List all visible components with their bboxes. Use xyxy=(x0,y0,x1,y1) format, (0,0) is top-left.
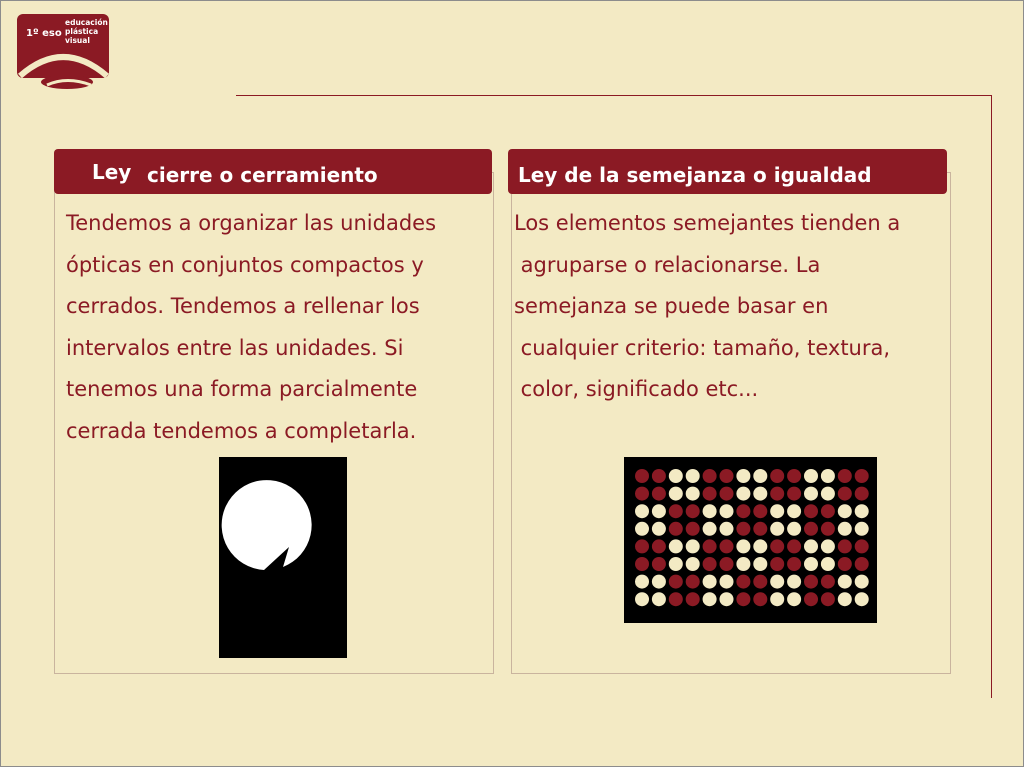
dot xyxy=(838,575,852,589)
closure-title-word: Ley xyxy=(92,160,132,184)
logo-subject-line: visual xyxy=(65,36,90,45)
right-divider xyxy=(991,95,992,698)
dot xyxy=(753,469,767,483)
text-line: cualquier criterio: tamaño, textura, xyxy=(514,335,891,360)
dot xyxy=(855,487,869,501)
incomplete-circle xyxy=(222,480,312,570)
similarity-title-bar xyxy=(508,149,947,194)
dot xyxy=(855,575,869,589)
dot xyxy=(736,504,750,518)
dot xyxy=(838,487,852,501)
dot xyxy=(652,487,666,501)
dot xyxy=(753,522,767,536)
dot xyxy=(720,575,734,589)
dot xyxy=(787,592,801,606)
similarity-dot-grid xyxy=(624,457,877,623)
dot xyxy=(821,539,835,553)
dot xyxy=(770,539,784,553)
dot xyxy=(686,522,700,536)
dot xyxy=(804,557,818,571)
dot xyxy=(770,469,784,483)
dot xyxy=(753,487,767,501)
dot xyxy=(787,522,801,536)
dot xyxy=(821,469,835,483)
logo-grade: 1º eso xyxy=(26,28,62,39)
dot xyxy=(838,539,852,553)
dot xyxy=(821,487,835,501)
dot xyxy=(669,522,683,536)
dot xyxy=(736,592,750,606)
dot xyxy=(753,592,767,606)
dot xyxy=(821,575,835,589)
dot xyxy=(652,575,666,589)
dot xyxy=(635,504,649,518)
dot xyxy=(736,469,750,483)
dot xyxy=(652,504,666,518)
dot xyxy=(770,557,784,571)
dot xyxy=(736,522,750,536)
dot xyxy=(635,522,649,536)
dot xyxy=(787,504,801,518)
text-line: cerrada tendemos a completarla. xyxy=(66,418,417,443)
dot xyxy=(838,557,852,571)
dot xyxy=(736,487,750,501)
dot xyxy=(652,469,666,483)
dot xyxy=(787,575,801,589)
dot xyxy=(838,522,852,536)
dot xyxy=(703,487,717,501)
dot xyxy=(804,522,818,536)
dot xyxy=(720,522,734,536)
dot xyxy=(652,592,666,606)
dot xyxy=(821,522,835,536)
text-line: tenemos una forma parcialmente xyxy=(66,377,418,401)
dot xyxy=(703,557,717,571)
dot xyxy=(804,469,818,483)
dot xyxy=(787,487,801,501)
dot xyxy=(635,469,649,483)
dot xyxy=(703,539,717,553)
dot xyxy=(736,539,750,553)
text-line: semejanza se puede basar en xyxy=(514,294,829,318)
text-line: agruparse o relacionarse. La xyxy=(514,252,821,277)
logo-subject-line: educación xyxy=(65,18,108,27)
logo-subject-line: plástica xyxy=(65,27,99,36)
text-line: ópticas en conjuntos compactos y xyxy=(66,252,424,277)
dot xyxy=(686,539,700,553)
dot xyxy=(720,592,734,606)
dot xyxy=(855,592,869,606)
dot xyxy=(821,557,835,571)
dot xyxy=(652,539,666,553)
closure-illustration xyxy=(219,457,347,658)
dot xyxy=(635,592,649,606)
dot xyxy=(720,469,734,483)
dot xyxy=(652,557,666,571)
dot xyxy=(635,557,649,571)
dot xyxy=(703,522,717,536)
dot xyxy=(686,469,700,483)
dot xyxy=(753,575,767,589)
dot xyxy=(855,504,869,518)
dot xyxy=(686,557,700,571)
dot xyxy=(720,539,734,553)
dot xyxy=(804,487,818,501)
dot xyxy=(821,592,835,606)
dot xyxy=(703,504,717,518)
dot xyxy=(855,522,869,536)
dot xyxy=(838,504,852,518)
similarity-title: Ley de la semejanza o igualdad xyxy=(518,163,872,187)
dot xyxy=(804,592,818,606)
dot xyxy=(720,557,734,571)
dot xyxy=(787,469,801,483)
dot xyxy=(635,539,649,553)
dot xyxy=(635,575,649,589)
dot xyxy=(838,469,852,483)
dot xyxy=(703,469,717,483)
dot xyxy=(804,539,818,553)
dot xyxy=(669,539,683,553)
dot xyxy=(770,592,784,606)
dot xyxy=(669,592,683,606)
closure-title: cierre o cerramiento xyxy=(147,163,378,187)
dot xyxy=(635,487,649,501)
dot xyxy=(855,469,869,483)
dot xyxy=(652,522,666,536)
dot xyxy=(770,487,784,501)
top-divider xyxy=(236,95,992,96)
dot xyxy=(686,487,700,501)
dot xyxy=(804,504,818,518)
text-line: cerrados. Tendemos a rellenar los xyxy=(66,294,420,318)
dot xyxy=(855,539,869,553)
dot xyxy=(804,575,818,589)
dot xyxy=(686,575,700,589)
closure-title-bar xyxy=(54,149,492,194)
closure-description xyxy=(66,203,496,452)
dot xyxy=(669,487,683,501)
dot xyxy=(855,557,869,571)
dot xyxy=(720,487,734,501)
dot xyxy=(736,557,750,571)
dot xyxy=(703,592,717,606)
dot xyxy=(669,575,683,589)
dot xyxy=(770,504,784,518)
dot xyxy=(787,539,801,553)
dot xyxy=(669,557,683,571)
dot xyxy=(770,575,784,589)
text-line: Los elementos semejantes tienden a xyxy=(514,211,901,235)
dot xyxy=(669,504,683,518)
logo xyxy=(17,14,111,94)
dot xyxy=(770,522,784,536)
dot xyxy=(686,592,700,606)
dot xyxy=(753,539,767,553)
dot xyxy=(787,557,801,571)
dot xyxy=(720,504,734,518)
dot xyxy=(669,469,683,483)
dot xyxy=(753,504,767,518)
dot xyxy=(838,592,852,606)
text-line: color, significado etc... xyxy=(514,377,759,401)
dot xyxy=(821,504,835,518)
text-line: Tendemos a organizar las unidades xyxy=(66,211,437,235)
dot xyxy=(686,504,700,518)
logo-subject xyxy=(65,18,108,45)
dot xyxy=(753,557,767,571)
dot xyxy=(736,575,750,589)
text-line: intervalos entre las unidades. Si xyxy=(66,335,404,360)
dot xyxy=(703,575,717,589)
similarity-description xyxy=(514,203,944,411)
